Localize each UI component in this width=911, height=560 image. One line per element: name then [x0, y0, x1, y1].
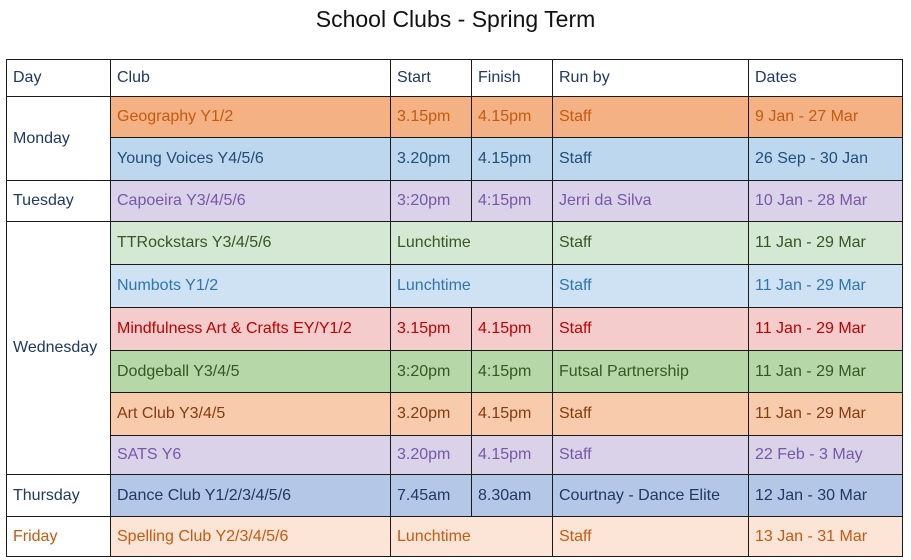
- dates-cell: 11 Jan - 29 Mar: [749, 393, 903, 436]
- start-cell: 3.20pm: [391, 436, 472, 475]
- finish-cell: 4.15pm: [472, 97, 553, 138]
- table-row: [7, 436, 903, 475]
- header-finish: Finish: [472, 60, 553, 97]
- club-cell: Capoeira Y3/4/5/6: [111, 181, 391, 222]
- dates-cell: 10 Jan - 28 Mar: [749, 181, 903, 222]
- day-cell-thursday: Thursday: [7, 475, 111, 517]
- dates-cell: 11 Jan - 29 Mar: [749, 351, 903, 393]
- header-row: [7, 60, 903, 97]
- table-row: [7, 393, 903, 436]
- day-cell-friday: Friday: [7, 517, 111, 557]
- start-cell: 3.20pm: [391, 138, 472, 181]
- run-by-cell: Staff: [553, 222, 749, 265]
- club-cell: Spelling Club Y2/3/4/5/6: [111, 517, 391, 557]
- clubs-table: [6, 59, 903, 557]
- club-cell: Young Voices Y4/5/6: [111, 138, 391, 181]
- start-cell: 7.45am: [391, 475, 472, 517]
- run-by-cell: Staff: [553, 393, 749, 436]
- finish-cell: 4:15pm: [472, 351, 553, 393]
- run-by-cell: Jerri da Silva: [553, 181, 749, 222]
- finish-cell: 4.15pm: [472, 393, 553, 436]
- club-cell: Art Club Y3/4/5: [111, 393, 391, 436]
- day-cell-tuesday: Tuesday: [7, 181, 111, 222]
- time-cell: Lunchtime: [391, 222, 553, 265]
- table-row: [7, 97, 903, 138]
- time-cell: Lunchtime: [391, 265, 553, 308]
- club-cell: Mindfulness Art & Crafts EY/Y1/2: [111, 308, 391, 351]
- start-cell: 3:20pm: [391, 351, 472, 393]
- table-row: [7, 222, 903, 265]
- header-dates: Dates: [749, 60, 903, 97]
- start-cell: 3:20pm: [391, 181, 472, 222]
- table-row: [7, 138, 903, 181]
- club-cell: TTRockstars Y3/4/5/6: [111, 222, 391, 265]
- run-by-cell: Futsal Partnership: [553, 351, 749, 393]
- dates-cell: 12 Jan - 30 Mar: [749, 475, 903, 517]
- club-cell: Dodgeball Y3/4/5: [111, 351, 391, 393]
- dates-cell: 9 Jan - 27 Mar: [749, 97, 903, 138]
- start-cell: 3.15pm: [391, 97, 472, 138]
- dates-cell: 13 Jan - 31 Mar: [749, 517, 903, 557]
- dates-cell: 11 Jan - 29 Mar: [749, 265, 903, 308]
- dates-cell: 22 Feb - 3 May: [749, 436, 903, 475]
- run-by-cell: Staff: [553, 436, 749, 475]
- day-cell-monday: Monday: [7, 97, 111, 181]
- run-by-cell: Staff: [553, 97, 749, 138]
- run-by-cell: Staff: [553, 517, 749, 557]
- header-club: Club: [111, 60, 391, 97]
- table-row: [7, 308, 903, 351]
- finish-cell: 4.15pm: [472, 436, 553, 475]
- table-row: [7, 265, 903, 308]
- finish-cell: 4.15pm: [472, 138, 553, 181]
- dates-cell: 11 Jan - 29 Mar: [749, 308, 903, 351]
- run-by-cell: Courtnay - Dance Elite: [553, 475, 749, 517]
- table-row: [7, 181, 903, 222]
- start-cell: 3.20pm: [391, 393, 472, 436]
- run-by-cell: Staff: [553, 265, 749, 308]
- finish-cell: 8.30am: [472, 475, 553, 517]
- club-cell: Geography Y1/2: [111, 97, 391, 138]
- club-cell: SATS Y6: [111, 436, 391, 475]
- dates-cell: 26 Sep - 30 Jan: [749, 138, 903, 181]
- table-row: [7, 351, 903, 393]
- start-cell: 3.15pm: [391, 308, 472, 351]
- time-cell: Lunchtime: [391, 517, 553, 557]
- run-by-cell: Staff: [553, 138, 749, 181]
- day-cell-wednesday: Wednesday: [7, 222, 111, 475]
- club-cell: Numbots Y1/2: [111, 265, 391, 308]
- run-by-cell: Staff: [553, 308, 749, 351]
- header-start: Start: [391, 60, 472, 97]
- page-title: School Clubs - Spring Term: [315, 6, 596, 32]
- dates-cell: 11 Jan - 29 Mar: [749, 222, 903, 265]
- table-row: [7, 517, 903, 557]
- finish-cell: 4:15pm: [472, 181, 553, 222]
- header-run-by: Run by: [553, 60, 749, 97]
- table-row: [7, 475, 903, 517]
- finish-cell: 4.15pm: [472, 308, 553, 351]
- club-cell: Dance Club Y1/2/3/4/5/6: [111, 475, 391, 517]
- header-day: Day: [7, 60, 111, 97]
